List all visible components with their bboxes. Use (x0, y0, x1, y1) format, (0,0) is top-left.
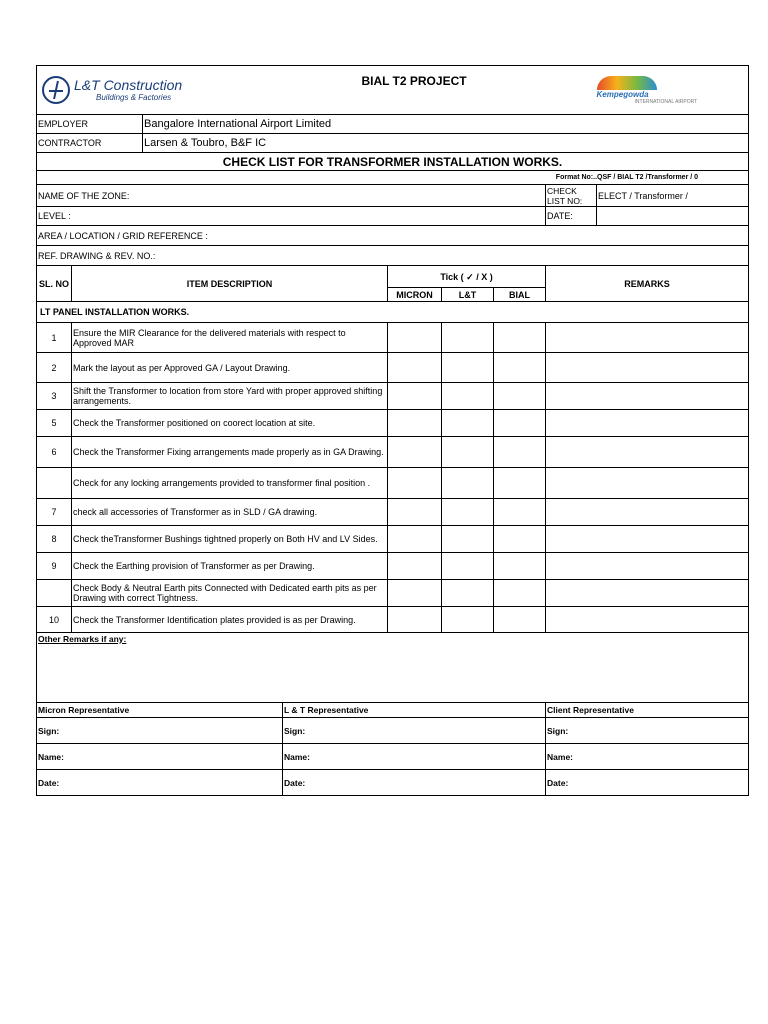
checklist-title: CHECK LIST FOR TRANSFORMER INSTALLATION WORKS. (37, 153, 749, 171)
micron-tick-cell[interactable] (388, 353, 442, 383)
lt-logo-icon (42, 76, 70, 104)
client-date[interactable]: Date: (546, 770, 749, 796)
micron-tick-cell[interactable] (388, 410, 442, 437)
row-sl: 6 (37, 437, 72, 468)
contractor-label: CONTRACTOR (37, 134, 143, 153)
micron-name[interactable]: Name: (37, 744, 283, 770)
micron-tick-cell[interactable] (388, 526, 442, 553)
company-logo-name: L&T Construction (74, 77, 183, 93)
row-description: Check the Transformer Fixing arrangements made properly as in GA Drawing. (72, 437, 388, 468)
lt-tick-cell[interactable] (442, 437, 494, 468)
bial-tick-cell[interactable] (494, 353, 546, 383)
bial-tick-cell[interactable] (494, 526, 546, 553)
sl-no-header: SL. NO (37, 266, 72, 302)
lt-tick-cell[interactable] (442, 468, 494, 499)
micron-tick-cell[interactable] (388, 580, 442, 607)
remarks-cell[interactable] (546, 499, 749, 526)
tick-header: Tick ( ✓ / X ) (388, 266, 546, 288)
row-sl: 5 (37, 410, 72, 437)
section-title: LT PANEL INSTALLATION WORKS. (37, 302, 749, 323)
micron-tick-cell[interactable] (388, 468, 442, 499)
table-row (37, 437, 749, 468)
row-description: Check the Transformer positioned on coorect location at site. (72, 410, 388, 437)
micron-tick-cell[interactable] (388, 383, 442, 410)
checklist-sheet (36, 65, 748, 796)
level-label: LEVEL : (37, 207, 546, 226)
row-sl: 2 (37, 353, 72, 383)
lt-tick-cell[interactable] (442, 499, 494, 526)
micron-tick-cell[interactable] (388, 437, 442, 468)
remarks-cell[interactable] (546, 607, 749, 633)
remarks-cell[interactable] (546, 410, 749, 437)
client-logo-sub: INTERNATIONAL AIRPORT (634, 98, 698, 105)
lt-sign[interactable]: Sign: (283, 718, 546, 744)
micron-sign[interactable]: Sign: (37, 718, 283, 744)
lt-tick-cell[interactable] (442, 383, 494, 410)
date-label: DATE: (546, 207, 597, 226)
bial-tick-cell[interactable] (494, 607, 546, 633)
remarks-cell[interactable] (546, 468, 749, 499)
bial-tick-cell[interactable] (494, 323, 546, 353)
micron-tick-cell[interactable] (388, 323, 442, 353)
check-list-no-value: ELECT / Transformer / (597, 185, 749, 207)
remarks-cell[interactable] (546, 526, 749, 553)
employer-value: Bangalore International Airport Limited (143, 115, 749, 134)
lt-header: L&T (442, 288, 494, 302)
row-description: Mark the layout as per Approved GA / Layout Drawing. (72, 353, 388, 383)
lt-tick-cell[interactable] (442, 353, 494, 383)
bial-tick-cell[interactable] (494, 499, 546, 526)
format-number: Format No:..QSF / BIAL T2 /Transformer / 0 (37, 171, 749, 185)
row-description: Check Body & Neutral Earth pits Connected with Dedicated earth pits as per Drawing with correct Tightness. (72, 580, 388, 607)
row-description: Check for any locking arrangements provided to transformer final position . (72, 468, 388, 499)
other-remarks-cell[interactable] (37, 633, 749, 703)
table-row (37, 323, 749, 353)
lt-tick-cell[interactable] (442, 323, 494, 353)
row-description: Check the Earthing provision of Transformer as per Drawing. (72, 553, 388, 580)
contractor-value: Larsen & Toubro, B&F IC (143, 134, 749, 153)
bial-tick-cell[interactable] (494, 580, 546, 607)
row-sl: 1 (37, 323, 72, 353)
remarks-cell[interactable] (546, 580, 749, 607)
row-description: Check the Transformer Identification plates provided is as per Drawing. (72, 607, 388, 633)
lt-tick-cell[interactable] (442, 607, 494, 633)
project-title: BIAL T2 PROJECT (361, 74, 467, 88)
area-label: AREA / LOCATION / GRID REFERENCE : (37, 226, 749, 246)
client-logo-name: Kempegowda (596, 89, 649, 99)
micron-rep-title: Micron Representative (37, 703, 283, 718)
client-rep-title: Client Representative (546, 703, 749, 718)
micron-tick-cell[interactable] (388, 607, 442, 633)
table-row (37, 553, 749, 580)
remarks-cell[interactable] (546, 553, 749, 580)
date-value (597, 207, 749, 226)
employer-label: EMPLOYER (37, 115, 143, 134)
table-row (37, 353, 749, 383)
lt-tick-cell[interactable] (442, 526, 494, 553)
table-row (37, 468, 749, 499)
lt-tick-cell[interactable] (442, 580, 494, 607)
item-description-header: ITEM DESCRIPTION (72, 266, 388, 302)
table-row (37, 580, 749, 607)
row-description: Ensure the MIR Clearance for the delivered materials with respect to Approved MAR (72, 323, 388, 353)
row-sl (37, 580, 72, 607)
lt-rep-title: L & T Representative (283, 703, 546, 718)
row-sl: 7 (37, 499, 72, 526)
company-logo-cell (37, 66, 283, 115)
remarks-cell[interactable] (546, 383, 749, 410)
lt-date[interactable]: Date: (283, 770, 546, 796)
bial-tick-cell[interactable] (494, 383, 546, 410)
ref-drawing-label: REF. DRAWING & REV. NO.: (37, 246, 749, 266)
client-logo-cell (546, 66, 749, 115)
micron-tick-cell[interactable] (388, 553, 442, 580)
bial-header: BIAL (494, 288, 546, 302)
lt-tick-cell[interactable] (442, 553, 494, 580)
row-sl: 3 (37, 383, 72, 410)
table-row (37, 499, 749, 526)
remarks-cell[interactable] (546, 323, 749, 353)
bial-tick-cell[interactable] (494, 437, 546, 468)
check-list-no-label: CHECK LIST NO: (546, 185, 597, 207)
row-sl: 10 (37, 607, 72, 633)
lt-tick-cell[interactable] (442, 410, 494, 437)
checklist-table (36, 65, 749, 796)
row-description: Check theTransformer Bushings tightned properly on Both HV and LV Sides. (72, 526, 388, 553)
row-sl (37, 468, 72, 499)
micron-date[interactable]: Date: (37, 770, 283, 796)
row-description: Shift the Transformer to location from store Yard with proper approved shifting arrangements. (72, 383, 388, 410)
micron-header: MICRON (388, 288, 442, 302)
bial-tick-cell[interactable] (494, 553, 546, 580)
remarks-cell[interactable] (546, 437, 749, 468)
kempegowda-logo-icon (597, 76, 657, 90)
table-row (37, 410, 749, 437)
row-sl: 8 (37, 526, 72, 553)
other-remarks-label: Other Remarks if any: (38, 634, 127, 644)
company-logo-sub: Buildings & Factories (96, 93, 172, 102)
micron-tick-cell[interactable] (388, 499, 442, 526)
row-sl: 9 (37, 553, 72, 580)
bial-tick-cell[interactable] (494, 410, 546, 437)
table-row (37, 526, 749, 553)
row-description: check all accessories of Transformer as in SLD / GA drawing. (72, 499, 388, 526)
lt-name[interactable]: Name: (283, 744, 546, 770)
zone-label: NAME OF THE ZONE: (37, 185, 546, 207)
remarks-header: REMARKS (546, 266, 749, 302)
table-row (37, 607, 749, 633)
client-sign[interactable]: Sign: (546, 718, 749, 744)
table-row (37, 383, 749, 410)
client-name[interactable]: Name: (546, 744, 749, 770)
remarks-cell[interactable] (546, 353, 749, 383)
bial-tick-cell[interactable] (494, 468, 546, 499)
